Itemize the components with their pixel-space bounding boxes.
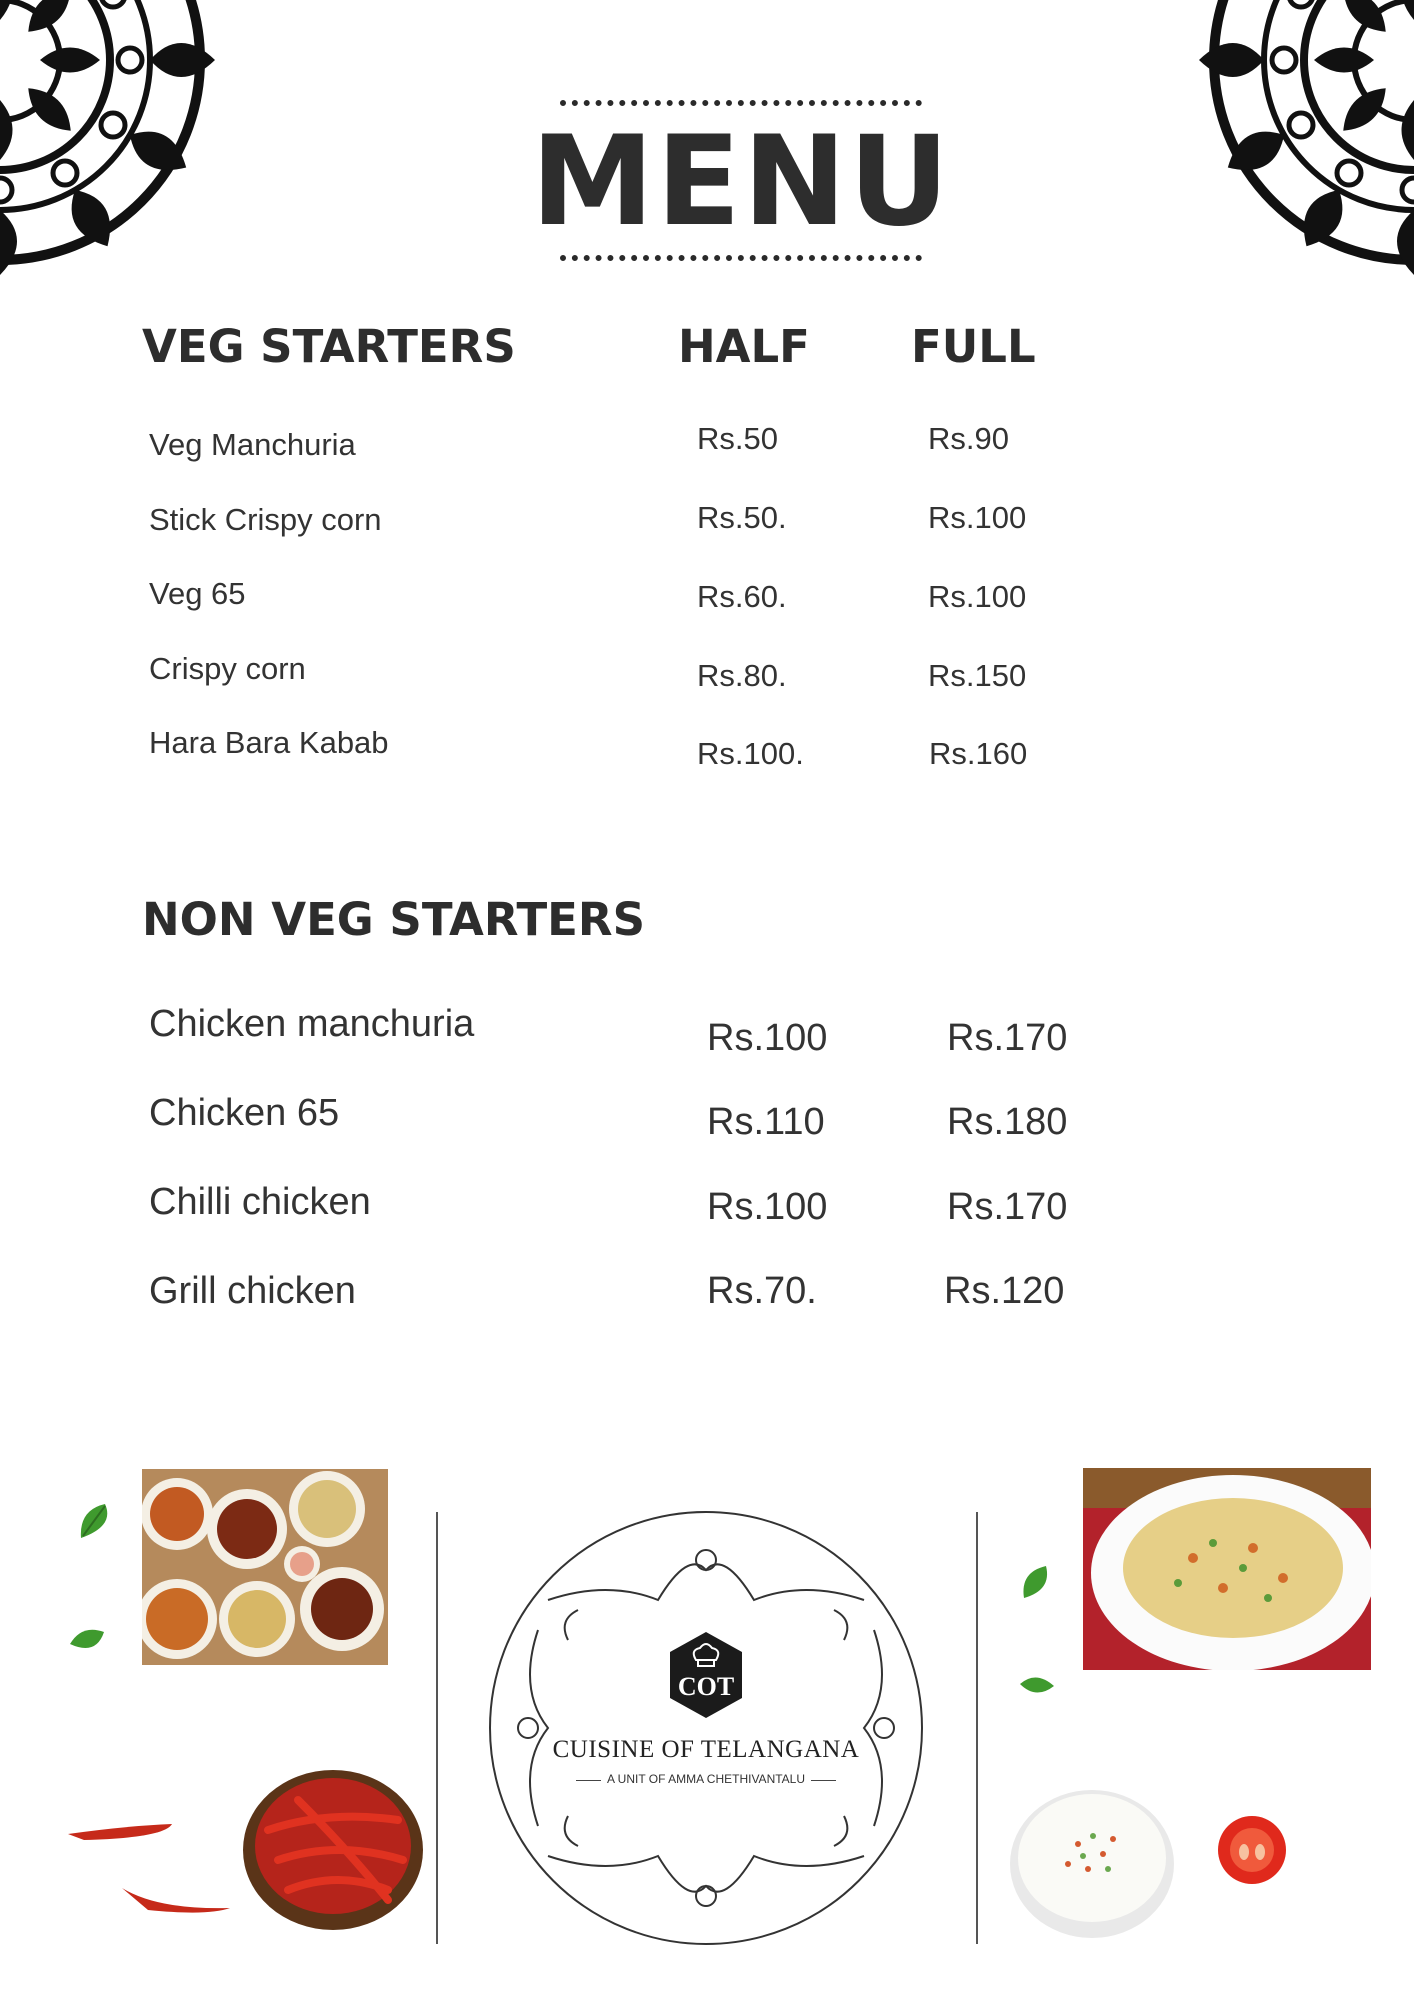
menu-item-half-price: Rs.50: [697, 421, 778, 456]
logo-ornate-frame: [488, 1510, 924, 1946]
menu-item-name: Veg 65: [149, 576, 246, 611]
menu-item-full-price: Rs.120: [944, 1270, 1065, 1312]
full-column-heading: FULL: [911, 320, 1036, 373]
menu-item-name: Chilli chicken: [149, 1181, 371, 1223]
restaurant-logo: [488, 1510, 924, 1946]
starters-spread-photo: [142, 1469, 388, 1665]
chili-icon: [118, 1882, 234, 1918]
fried-rice-photo: [1083, 1468, 1371, 1670]
menu-item-full-price: Rs.170: [947, 1186, 1068, 1228]
basil-leaf-icon: [66, 1622, 108, 1656]
divider-right: [976, 1512, 978, 1944]
menu-item-half-price: Rs.100.: [697, 736, 804, 771]
menu-item-name: Grill chicken: [149, 1270, 356, 1312]
basil-leaf-icon: [1018, 1562, 1052, 1602]
brand-name: CUISINE OF TELANGANA: [552, 1736, 860, 1763]
title-dotted-rule-bottom: [560, 255, 922, 267]
menu-item-name: Veg Manchuria: [149, 427, 356, 462]
menu-item-full-price: Rs.150: [928, 658, 1027, 693]
menu-item-full-price: Rs.100: [928, 500, 1027, 535]
non-veg-starters-heading: NON VEG STARTERS: [142, 893, 645, 946]
menu-item-full-price: Rs.90: [928, 421, 1009, 456]
raita-bowl-photo: [1008, 1774, 1178, 1944]
brand-tagline-text: A UNIT OF AMMA CHETHIVANTALU: [601, 1772, 811, 1786]
mandala-ornament-left: [0, 0, 220, 280]
logo-monogram: COT: [677, 1672, 735, 1701]
chili-bowl-photo: [238, 1760, 438, 1930]
menu-item-full-price: Rs.180: [947, 1101, 1068, 1143]
menu-item-half-price: Rs.100: [707, 1017, 828, 1059]
tomato-icon: [1214, 1812, 1290, 1886]
basil-leaf-icon: [75, 1500, 119, 1544]
basil-leaf-icon: [1016, 1670, 1058, 1702]
half-column-heading: HALF: [678, 320, 810, 373]
mandala-ornament-right: [1194, 0, 1414, 280]
menu-item-name: Crispy corn: [149, 651, 306, 686]
menu-item-full-price: Rs.160: [929, 736, 1028, 771]
menu-item-half-price: Rs.50.: [697, 500, 787, 535]
menu-item-half-price: Rs.80.: [697, 658, 787, 693]
menu-item-full-price: Rs.170: [947, 1017, 1068, 1059]
menu-item-half-price: Rs.60.: [697, 579, 787, 614]
menu-item-full-price: Rs.100: [928, 579, 1027, 614]
menu-item-name: Chicken 65: [149, 1092, 340, 1134]
menu-item-half-price: Rs.70.: [707, 1270, 817, 1312]
menu-title: MENU: [530, 110, 952, 254]
chili-icon: [64, 1816, 176, 1846]
menu-item-name: Hara Bara Kabab: [149, 725, 389, 760]
veg-starters-heading: VEG STARTERS: [142, 320, 516, 373]
menu-item-half-price: Rs.110: [707, 1101, 825, 1143]
menu-item-half-price: Rs.100: [707, 1186, 828, 1228]
brand-tagline: [488, 1772, 924, 1786]
menu-item-name: Stick Crispy corn: [149, 502, 382, 537]
menu-item-name: Chicken manchuria: [149, 1003, 475, 1045]
